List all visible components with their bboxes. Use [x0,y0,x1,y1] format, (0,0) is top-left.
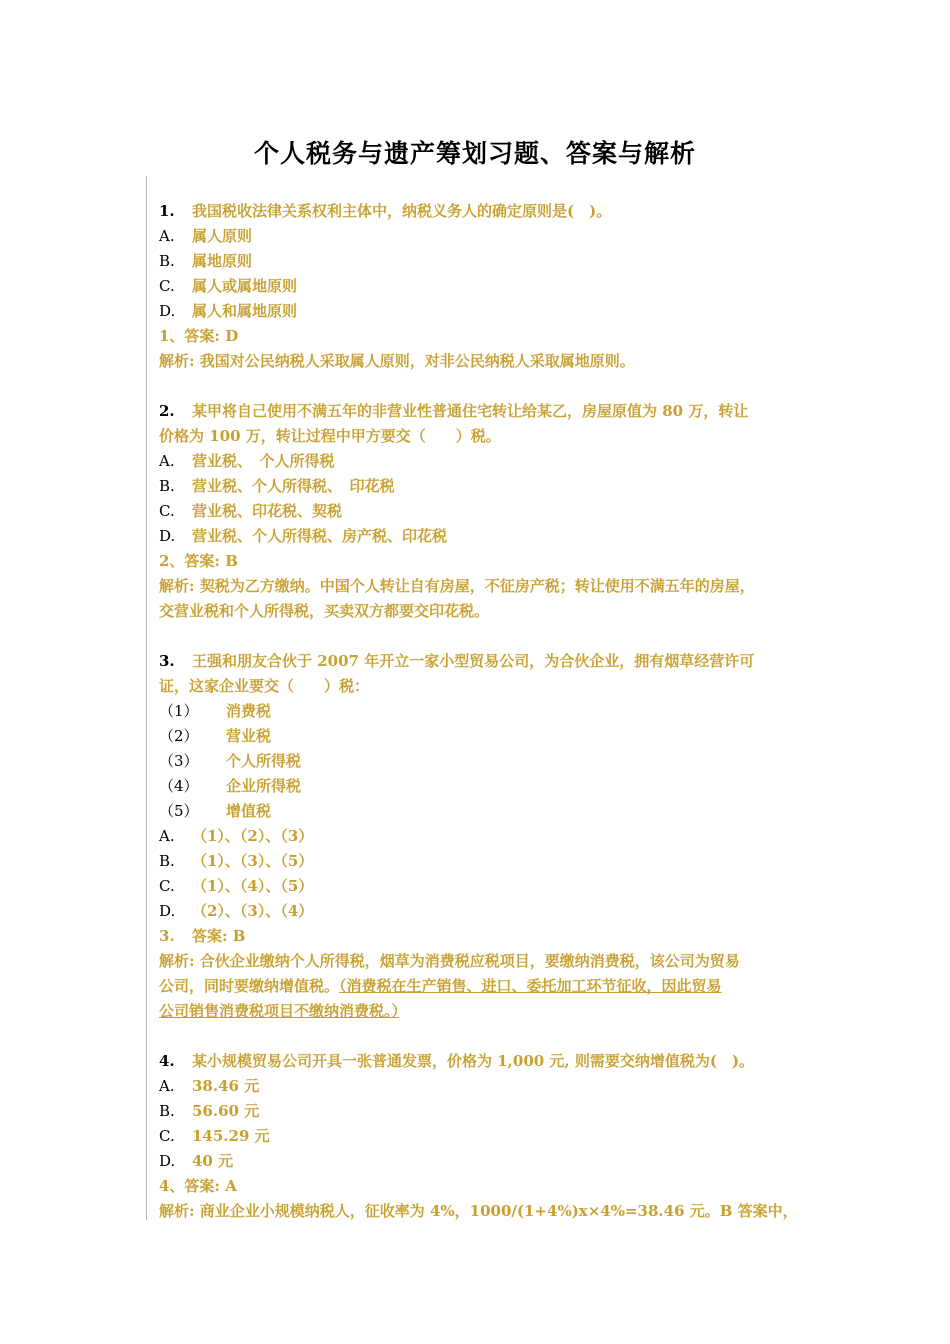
answer-line: 4、答案: A [159,1177,237,1195]
answer-line: 2、答案: B [159,552,238,570]
explanation-line [159,974,819,999]
item-label: （2） [159,727,199,745]
option-text: 属人原则 [192,227,253,245]
option-label: B. [159,1102,175,1120]
option-label: C. [159,1127,175,1145]
item-text: 营业税 [226,727,272,745]
question-3-stem [159,649,819,674]
item-label: （3） [159,752,199,770]
option-label: C. [159,502,175,520]
option-label: B. [159,477,175,495]
option-label: B. [159,252,175,270]
item-text: 增值税 [226,802,272,820]
question-1-stem [159,199,819,224]
option-text: 38.46 元 [192,1077,260,1095]
question-text-continued: 价格为 100 万，转让过程中甲方要交（ ）税。 [159,427,501,445]
question-text-continued: 证，这家企业要交（ ）税： [159,677,370,695]
explanation-text: 公司，同时要缴纳增值税。 [159,977,340,995]
answer-number: 3. [159,927,175,945]
question-number: 1. [159,202,175,220]
option-label: C. [159,877,175,895]
option-item [159,874,819,899]
question-2-stem [159,399,819,424]
option-text: 56.60 元 [192,1102,260,1120]
explanation-line [159,999,819,1024]
option-text: 40 元 [192,1152,234,1170]
option-label: A. [159,827,175,845]
page-title: 个人税务与遗产筹划习题、答案与解析 [253,139,696,168]
spacer [159,1024,819,1049]
option-item [159,849,819,874]
explanation-note: （消费税在生产销售、进口、委托加工环节征收，因此贸易 [339,977,722,995]
option-text: 属人和属地原则 [192,302,298,320]
option-item [159,299,819,324]
answer-line: 1、答案: D [159,327,239,345]
option-label: A. [159,1077,175,1095]
enumerated-item [159,799,819,824]
option-label: D. [159,302,176,320]
option-item [159,224,819,249]
option-text: （2）、（3）、（4） [192,902,314,920]
enumerated-item [159,724,819,749]
option-item [159,824,819,849]
option-text: （1）、（3）、（5） [192,852,314,870]
item-label: （5） [159,802,199,820]
option-label: D. [159,902,176,920]
option-item [159,449,819,474]
question-number: 3. [159,652,175,670]
item-text: 消费税 [226,702,272,720]
question-text: 某小规模贸易公司开具一张普通发票，价格为 1,000 元, 则需要交纳增值税为( )。 [192,1052,755,1070]
explanation-line: 解析: 契税为乙方缴纳。中国个人转让自有房屋，不征房产税；转让使用不满五年的房屋， [159,577,755,595]
explanation-note: 公司销售消费税项目不缴纳消费税。） [159,1002,400,1020]
explanation-line: 解析: 我国对公民纳税人采取属人原则，对非公民纳税人采取属地原则。 [159,352,635,370]
option-item [159,499,819,524]
answer-text: 答案: B [192,927,246,945]
option-label: D. [159,1152,176,1170]
question-4-stem [159,1049,819,1074]
item-label: （1） [159,702,199,720]
option-label: B. [159,852,175,870]
option-item [159,274,819,299]
option-text: 属地原则 [192,252,253,270]
spacer [159,624,819,649]
option-text: （1）、（4）、（5） [192,877,314,895]
question-number: 4. [159,1052,175,1070]
item-text: 企业所得税 [226,777,302,795]
spacer [159,374,819,399]
question-number: 2. [159,402,175,420]
option-text: （1）、（2）、（3） [192,827,314,845]
option-label: C. [159,277,175,295]
option-item [159,249,819,274]
question-text: 王强和朋友合伙于 2007 年开立一家小型贸易公司，为合伙企业，拥有烟草经营许可 [192,652,755,670]
option-text: 属人或属地原则 [192,277,298,295]
item-text: 个人所得税 [226,752,302,770]
question-text: 我国税收法律关系权利主体中，纳税义务人的确定原则是( )。 [192,202,612,220]
option-item [159,524,819,549]
answer-line [159,924,819,949]
option-item [159,1074,819,1099]
enumerated-item [159,774,819,799]
question-text: 某甲将自己使用不满五年的非营业性普通住宅转让给某乙，房屋原值为 80 万，转让 [192,402,749,420]
explanation-line: 解析: 合伙企业缴纳个人所得税，烟草为消费税应税项目，要缴纳消费税，该公司为贸易 [159,952,740,970]
option-label: A. [159,227,175,245]
option-item [159,899,819,924]
question-list [159,199,819,1224]
enumerated-item [159,699,819,724]
option-text: 营业税、个人所得税、 印花税 [192,477,395,495]
option-label: A. [159,452,175,470]
explanation-line: 解析: 商业企业小规模纳税人，征收率为 4%，1000/(1+4%)x×4%=38.46 元。B 答案中， [159,1202,798,1220]
option-text: 营业税、 个人所得税 [192,452,335,470]
option-item [159,474,819,499]
option-label: D. [159,527,176,545]
option-text: 145.29 元 [192,1127,270,1145]
option-text: 营业税、个人所得税、房产税、印花税 [192,527,448,545]
option-item [159,1124,819,1149]
option-item [159,1099,819,1124]
margin-line [146,176,147,1220]
option-text: 营业税、印花税、契税 [192,502,343,520]
enumerated-item [159,749,819,774]
explanation-line: 交营业税和个人所得税，买卖双方都要交印花税。 [159,602,490,620]
item-label: （4） [159,777,199,795]
option-item [159,1149,819,1174]
